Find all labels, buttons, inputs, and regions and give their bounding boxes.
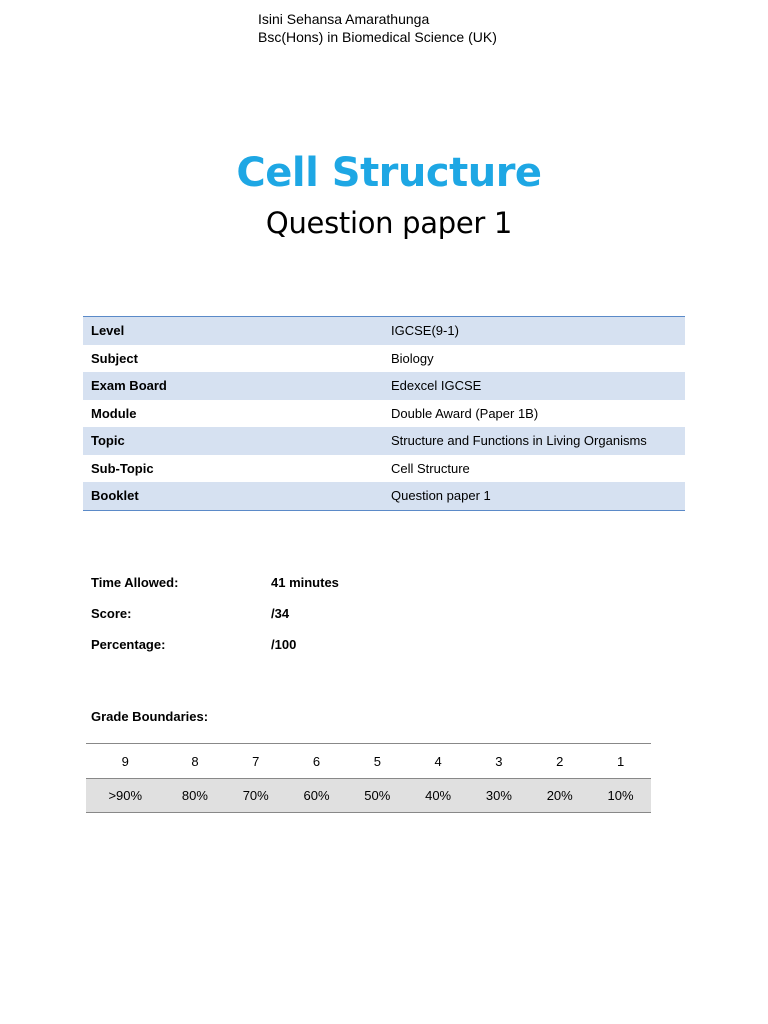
info-value: IGCSE(9-1): [383, 317, 685, 345]
grade-cell: 6: [286, 744, 347, 779]
time-allowed-label: Time Allowed:: [91, 575, 179, 590]
table-row: [83, 317, 685, 345]
threshold-cell: 80%: [165, 779, 226, 813]
grade-cell: 8: [165, 744, 226, 779]
threshold-cell: 20%: [529, 779, 590, 813]
score-value: /34: [271, 606, 290, 621]
score-label: Score:: [91, 606, 132, 621]
grade-row: [86, 744, 651, 779]
threshold-cell: 40%: [408, 779, 469, 813]
info-key: Subject: [91, 350, 138, 366]
threshold-cell: 30%: [469, 779, 530, 813]
score-row: [91, 606, 290, 621]
percentage-value: /100: [271, 637, 297, 652]
time-allowed-row: [91, 575, 339, 590]
threshold-cell: 50%: [347, 779, 408, 813]
page-subtitle: Question paper 1: [265, 206, 513, 240]
page-title: Cell Structure: [236, 150, 542, 196]
grade-boundaries-label: Grade Boundaries:: [91, 709, 209, 724]
grade-cell: 4: [408, 744, 469, 779]
info-key: Level: [83, 317, 383, 345]
grade-cell: 7: [225, 744, 286, 779]
table-row: [83, 482, 685, 510]
info-value: Biology: [391, 350, 434, 366]
threshold-cell: 10%: [590, 779, 651, 813]
author-degree: Bsc(Hons) in Biomedical Science (UK): [258, 29, 497, 45]
info-key: Booklet: [83, 482, 383, 510]
threshold-cell: 60%: [286, 779, 347, 813]
grade-boundaries-table: [86, 743, 651, 813]
info-value: Cell Structure: [391, 460, 470, 476]
info-value: Edexcel IGCSE: [383, 372, 685, 400]
percentage-row: [91, 637, 297, 652]
info-key: Exam Board: [83, 372, 383, 400]
threshold-cell: >90%: [86, 779, 165, 813]
threshold-cell: 70%: [225, 779, 286, 813]
time-allowed-value: 41 minutes: [271, 575, 339, 590]
info-value: Double Award (Paper 1B): [391, 405, 539, 421]
table-row: [83, 400, 685, 428]
grade-cell: 9: [86, 744, 165, 779]
author-name: Isini Sehansa Amarathunga: [258, 11, 430, 27]
table-row: [83, 372, 685, 400]
info-value: Question paper 1: [383, 482, 685, 510]
author-block: [258, 10, 497, 46]
grade-cell: 2: [529, 744, 590, 779]
info-table: [83, 316, 685, 511]
table-row: [83, 455, 685, 483]
grade-cell: 3: [469, 744, 530, 779]
info-key: Module: [91, 405, 137, 421]
info-key: Topic: [83, 427, 383, 455]
info-value: Structure and Functions in Living Organisms: [383, 427, 685, 455]
percentage-threshold-row: [86, 779, 651, 813]
grade-cell: 1: [590, 744, 651, 779]
grade-cell: 5: [347, 744, 408, 779]
table-row: [83, 427, 685, 455]
info-key: Sub-Topic: [91, 460, 154, 476]
table-row: [83, 345, 685, 373]
percentage-label: Percentage:: [91, 637, 166, 652]
